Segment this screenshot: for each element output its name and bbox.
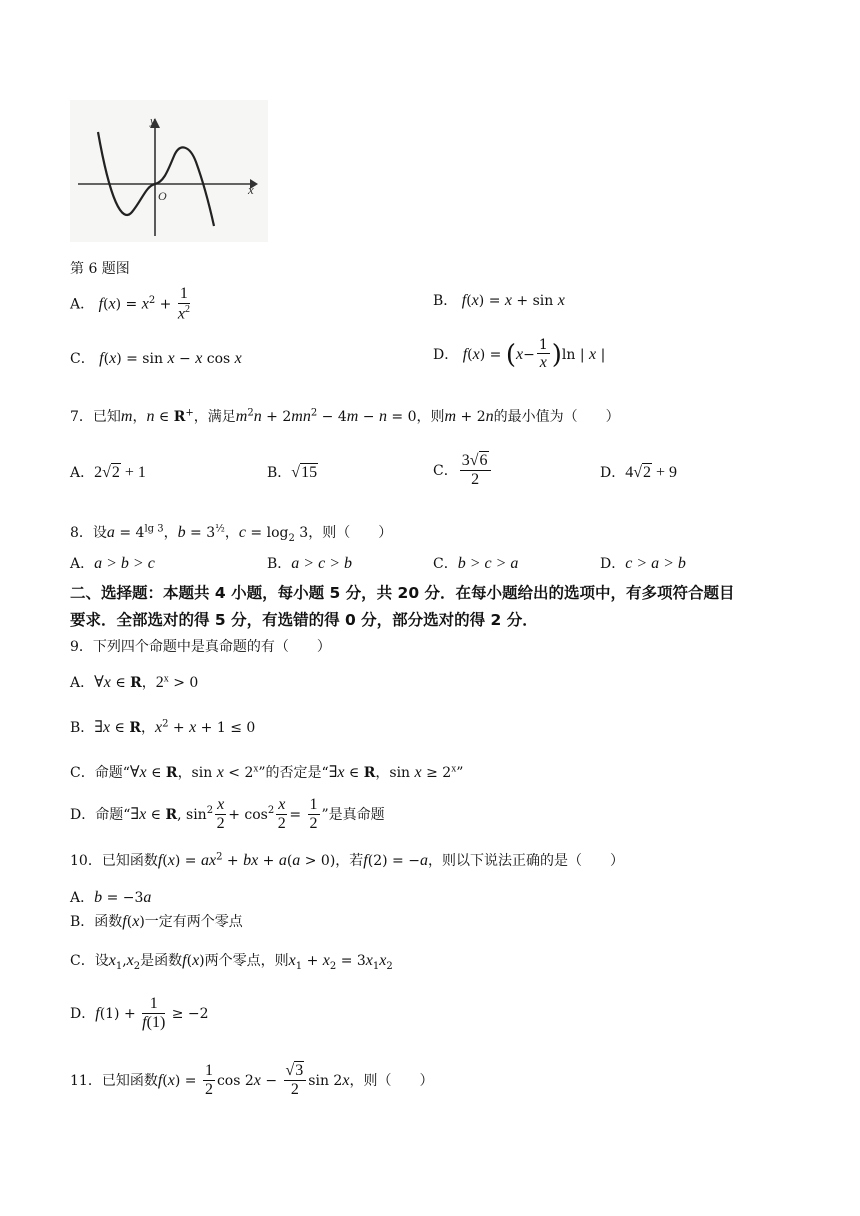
origin-label: O [158, 189, 167, 203]
q9-option-a: A．∀x ∈ R，$2^x > 0$ [70, 673, 199, 691]
q8-option-d: D．c > a > b [600, 555, 686, 572]
q9-option-d: D．命题“∃x ∈ R, $\sin^2$ $\frac{x}{2}$ + $\cos^2$ $\frac{x}{2}$ = $\frac{1}{2}$ ”是真命题 [70, 796, 385, 833]
q8-option-c: C．b > c > a [433, 555, 519, 572]
q10-stem: 10．已知函数$f(x) = ax^2$ + bx + a(a > 0)，若f(2) = −a，则以下说法正确的是（ ） [70, 851, 624, 869]
q6-option-d: D． f(x) = (x− $\frac{1}{x}$ )ln | x | [433, 337, 606, 372]
q10-option-a: A．b = −3a [70, 889, 152, 906]
q7-option-d: D．4√2 + 9 [600, 464, 678, 481]
q7-option-b: B．√15 [267, 464, 318, 481]
q7-option-c: C． $\frac{3√6}{2}$ [433, 452, 493, 490]
q11-stem: 11．已知函数f(x) = $\frac{1}{2}$ cos 2x − $\frac{√3}{2}$ sin 2x，则（ ） [70, 1062, 434, 1099]
q6-option-c: C． f(x) = sin x − x cos x [70, 350, 242, 367]
section-2-heading-line1: 二、选择题：本题共 4 小题，每小题 5 分，共 20 分．在每小题给出的选项中，有多项符合题目 [70, 584, 735, 602]
q8-option-a: A．a > b > c [70, 555, 155, 572]
q10-option-d: D．f(1) + $\frac{1}{f(1)}$ ≥ −2 [70, 995, 209, 1032]
q10-option-b: B．函数f(x)一定有两个零点 [70, 913, 243, 930]
q10-option-c: C．设$x_1,x_2$是函数f(x)两个零点，则$x_1 + x_2 = 3x_1x_2$ [70, 952, 393, 972]
q6-option-b: B． f(x) = x + sin x [433, 292, 565, 309]
q9-option-c: C．命题“∀x ∈ R，$\sin x < 2^x$”的否定是“∃x ∈ R，$\sin x \ge 2^x$” [70, 763, 464, 781]
section-2-heading-line2: 要求．全部选对的得 5 分，有选错的得 0 分，部分选对的得 2 分． [70, 611, 538, 629]
q7-option-a: A．2√2 + 1 [70, 464, 146, 481]
q6-option-a-formula: f [98, 295, 104, 313]
q9-option-b: B．∃x ∈ R，$x^2 + x + 1 \le 0$ [70, 718, 256, 736]
figure-caption: 第 6 题图 [70, 261, 130, 277]
q6-option-a: A． $f(x) = x^2$ + $\frac{1}{x^2}$ [70, 285, 190, 323]
y-axis-label: y [150, 115, 155, 127]
q9-stem: 9．下列四个命题中是真命题的有（ ） [70, 639, 331, 655]
x-axis-label: x [248, 182, 254, 197]
q8-stem: 8．设$a = 4^{lg 3}$，$b = 3^{\frac{1}{2}}$，$c = \log_2 3$，则（ ） [70, 523, 393, 544]
q6-figure [70, 100, 268, 242]
function-graph [70, 100, 268, 242]
q8-option-b: B．a > c > b [267, 555, 352, 572]
q7-stem: 7．已知m，n ∈ R+，满足$m^2n + 2mn^2 - 4m - n = 0$，则m + 2n的最小值为（ ） [70, 407, 620, 425]
